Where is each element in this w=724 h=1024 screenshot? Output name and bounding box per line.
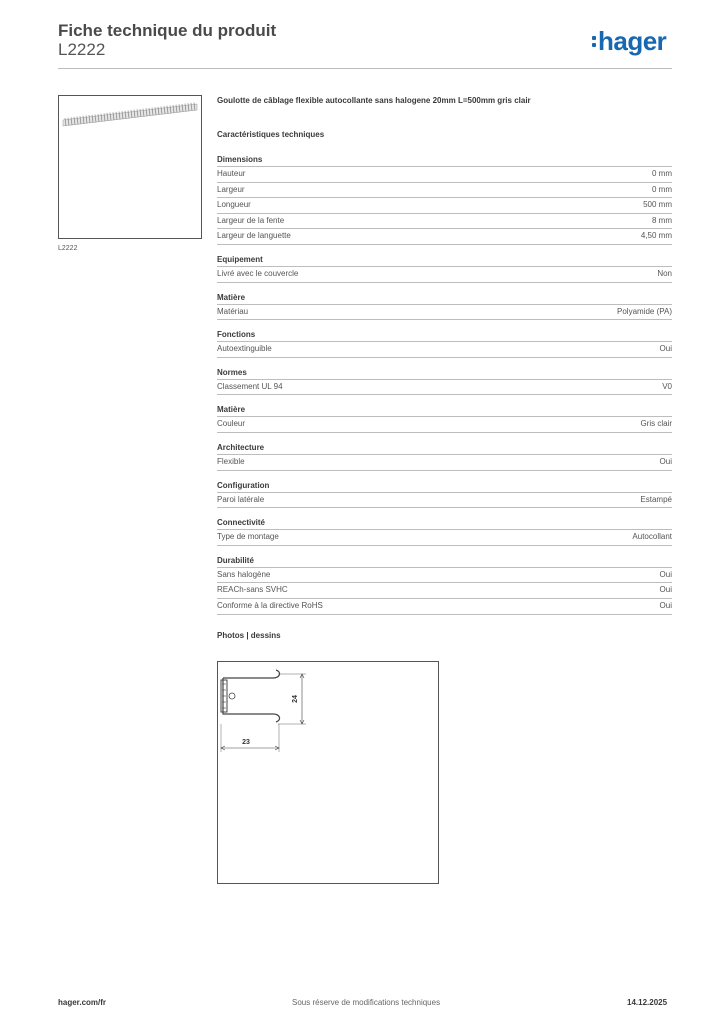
profile-drawing [218, 662, 438, 883]
spec-value: Oui [659, 600, 672, 610]
spec-value: V0 [662, 381, 672, 391]
spec-label: Couleur [217, 419, 246, 429]
spec-row [217, 166, 672, 182]
spec-value: 4,50 mm [640, 231, 672, 241]
spec-row [217, 454, 672, 471]
spec-value: Oui [659, 344, 672, 354]
spec-group-title: Dimensions [217, 155, 263, 164]
spec-group [217, 405, 672, 433]
spec-value: Oui [659, 585, 672, 595]
spec-label: Largeur [217, 184, 245, 194]
spec-group-title: Normes [217, 367, 247, 377]
spec-row [217, 567, 672, 583]
spec-label: Largeur de languette [217, 231, 291, 241]
spec-label: Classement UL 94 [217, 381, 283, 391]
spec-group-title: Equipement [217, 254, 263, 264]
spec-row [217, 416, 672, 433]
spec-label: Conforme à la directive RoHS [217, 600, 323, 610]
spec-label: Hauteur [217, 169, 246, 178]
spec-row [217, 529, 672, 546]
spec-row [217, 492, 672, 509]
characteristics-heading: Caractéristiques techniques [217, 130, 325, 139]
spec-groups [217, 155, 672, 615]
logo-text: hager [598, 26, 667, 56]
spec-row [217, 582, 672, 598]
spec-value: Estampé [640, 494, 672, 504]
spec-value: 0 mm [652, 169, 672, 178]
photos-heading: Photos | dessins [217, 630, 281, 640]
spec-group-title: Connectivité [217, 518, 266, 528]
spec-row [217, 228, 672, 245]
spec-value: 0 mm [652, 184, 672, 194]
spec-label: Livré avec le couvercle [217, 268, 299, 278]
spec-label: Autoextinguible [217, 344, 272, 354]
spec-group-title: Fonctions [217, 330, 256, 340]
spec-row [217, 197, 672, 213]
technical-drawing [217, 661, 439, 884]
header-divider [58, 68, 672, 69]
spec-value: Oui [659, 569, 672, 579]
cable-duct-image [59, 96, 201, 238]
spec-label: Sans halogène [217, 569, 271, 579]
spec-label: Paroi latérale [217, 494, 265, 504]
product-code: L2222 [58, 40, 106, 59]
spec-group [217, 518, 672, 546]
spec-row [217, 213, 672, 229]
product-image [58, 95, 202, 239]
spec-group [217, 330, 672, 358]
spec-content [217, 96, 672, 640]
page-title: Fiche technique du produit [58, 21, 277, 40]
spec-group [217, 481, 672, 509]
spec-group [217, 255, 672, 283]
spec-label: Matériau [217, 306, 249, 316]
spec-group-title: Durabilité [217, 555, 254, 565]
spec-row [217, 341, 672, 358]
dimension-height-label: 24 [292, 695, 299, 703]
dimension-width-label: 23 [242, 739, 250, 746]
spec-group [217, 368, 672, 396]
footer-website[interactable]: hager.com/fr [58, 998, 107, 1007]
spec-group [217, 443, 672, 471]
spec-value: Autocollant [632, 532, 672, 542]
spec-row [217, 379, 672, 396]
product-description: Goulotte de câblage flexible autocollante sans halogene 20mm L=500mm gris clair [217, 96, 531, 105]
spec-label: Flexible [217, 456, 245, 466]
spec-group-title: Matière [217, 405, 246, 415]
spec-value: 8 mm [652, 215, 672, 225]
spec-row [217, 266, 672, 283]
spec-group [217, 556, 672, 615]
spec-label: Type de montage [217, 532, 279, 542]
spec-row [217, 598, 672, 615]
footer-date: 14.12.2025 [627, 998, 668, 1007]
spec-group-title: Configuration [217, 480, 270, 490]
hager-logo [592, 26, 666, 57]
footer-notice: Sous réserve de modifications techniques [292, 998, 441, 1007]
spec-row [217, 304, 672, 321]
spec-group-title: Architecture [217, 442, 265, 452]
spec-value: Non [657, 268, 672, 278]
spec-label: Largeur de la fente [217, 215, 285, 225]
image-caption: L2222 [58, 245, 78, 252]
spec-group-title: Matière [217, 292, 246, 302]
spec-value: 500 mm [643, 200, 672, 210]
spec-label: REACh-sans SVHC [217, 585, 288, 595]
spec-value: Oui [659, 456, 672, 466]
spec-value: Gris clair [640, 419, 672, 429]
spec-group [217, 293, 672, 321]
spec-value: Polyamide (PA) [617, 306, 672, 316]
spec-group [217, 155, 672, 245]
spec-row [217, 182, 672, 198]
spec-label: Longueur [217, 200, 251, 210]
